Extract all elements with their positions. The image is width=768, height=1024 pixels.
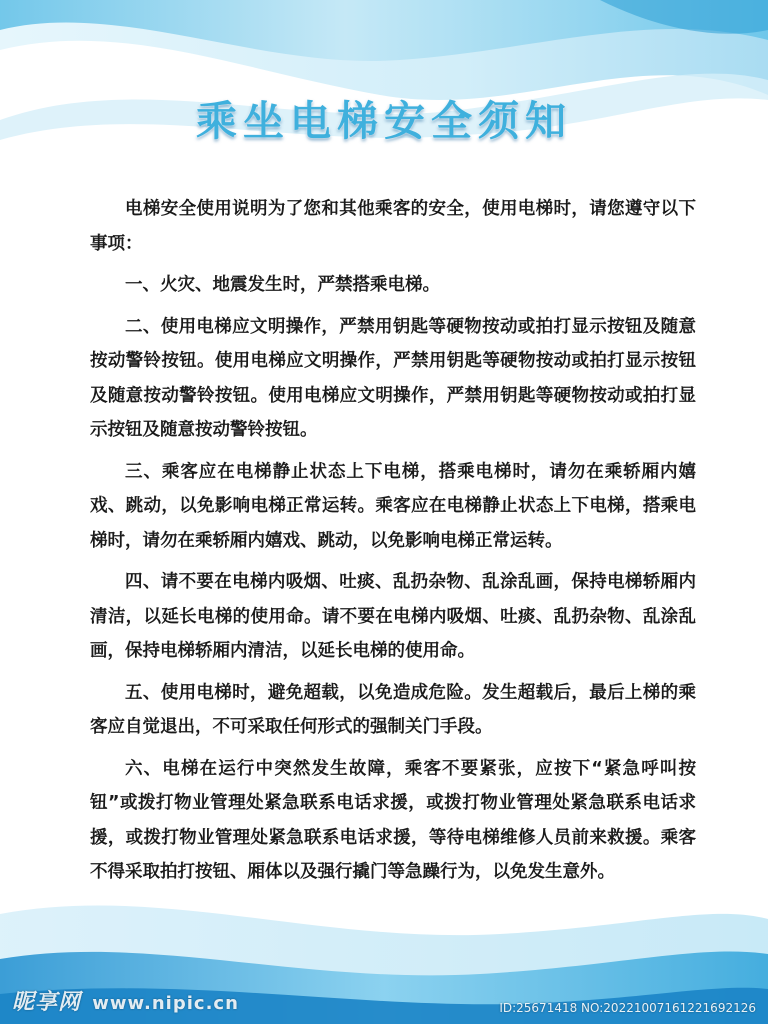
rule-5: 五、使用电梯时，避免超载，以免造成危险。发生超载后，最后上梯的乘客应自觉退出，不可采取任何形式的强制关门手段。 [90,682,696,737]
image-id-watermark: ID:25671418 NO:20221007161221692126 [499,1001,756,1015]
site-watermark [12,985,239,1016]
rule-4: 四、请不要在电梯内吸烟、吐痰、乱扔杂物、乱涂乱画，保持电梯轿厢内清洁，以延长电梯的使用命。请不要在电梯内吸烟、吐痰、乱扔杂物、乱涂乱画，保持电梯轿厢内清洁，以延长电梯的使用命。 [90,572,696,661]
intro-paragraph: 电梯安全使用说明为了您和其他乘客的安全，使用电梯时，请您遵守以下事项： [90,199,696,254]
watermark-brand: 昵享网 [12,990,82,1015]
rule-1: 一、火灾、地震发生时，严禁搭乘电梯。 [125,275,440,295]
watermark-site: www.nipic.cn [92,993,239,1014]
page-title: 乘坐电梯安全须知 [196,97,572,145]
rule-2: 二、使用电梯应文明操作，严禁用钥匙等硬物按动或拍打显示按钮及随意按动警铃按钮。使用电梯应文明操作，严禁用钥匙等硬物按动或拍打显示按钮及随意按动警铃按钮。使用电梯应文明操作，严禁用钥匙等硬物按动或拍打显示按钮及随意按动警铃按钮。 [90,316,696,440]
notice-body [90,192,696,897]
rule-3: 三、乘客应在电梯静止状态上下电梯，搭乘电梯时，请勿在乘轿厢内嬉戏、跳动，以免影响电梯正常运转。乘客应在电梯静止状态上下电梯，搭乘电梯时，请勿在乘轿厢内嬉戏、跳动，以免影响电梯正常运转。 [90,461,696,551]
rule-6: 六、电梯在运行中突然发生故障，乘客不要紧张，应按下“紧急呼叫按钮”或拨打物业管理处紧急联系电话求援，或拨打物业管理处紧急联系电话求援，或拨打物业管理处紧急联系电话求援，等待电梯维修人员前来救援。乘客不得采取拍打按钮、厢体以及强行撬门等急躁行为，以免发生意外。 [90,758,696,882]
